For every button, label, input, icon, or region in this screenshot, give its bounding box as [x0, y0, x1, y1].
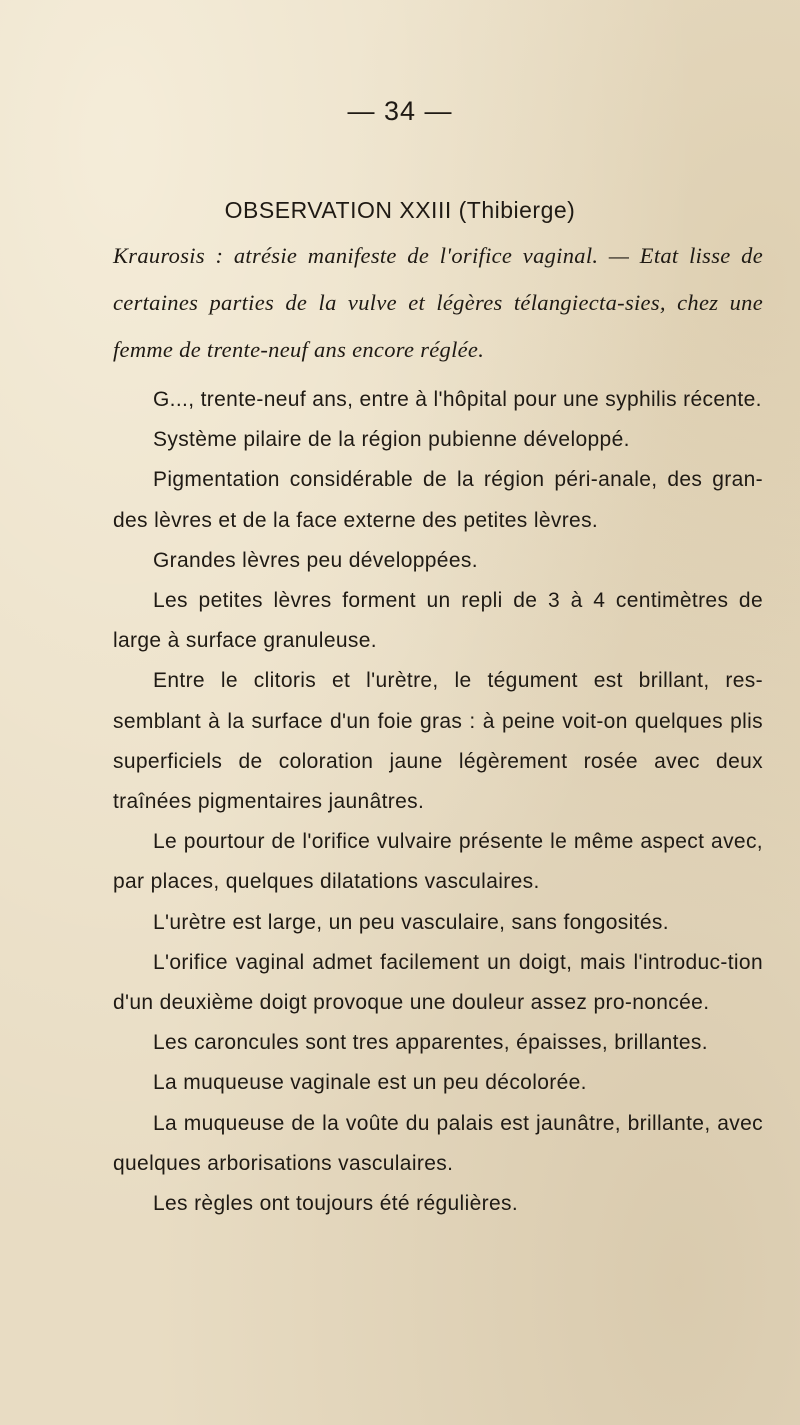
observation-body	[113, 380, 763, 1224]
paragraph: Les règles ont toujours été régulières.	[153, 1192, 519, 1216]
paragraph: Les caroncules sont tres apparentes, épaisses, brillantes.	[153, 1031, 708, 1055]
observation-title: OBSERVATION XXIII (Thibierge)	[224, 197, 576, 223]
page-number: — 34 —	[347, 96, 453, 126]
paragraph: L'orifice vaginal admet facilement un doigt, mais l'introduc-tion d'un deuxième doigt provoque une douleur assez pro-noncée.	[113, 950, 763, 1015]
paragraph: La muqueuse de la voûte du palais est jaunâtre, brillante, avec quelques arborisations vasculaires.	[113, 1111, 763, 1175]
paragraph: Entre le clitoris et l'urètre, le tégument est brillant, res-semblant à la surface d'un foie gras : à peine voit-on quelques plis superficiels de coloration jaune légèrement rosée avec deux traînées pigmentaires jaunâtres.	[113, 669, 763, 814]
paragraph: Pigmentation considérable de la région péri-anale, des gran-des lèvres et de la face externe des petites lèvres.	[113, 468, 763, 532]
paragraph: L'urètre est large, un peu vasculaire, sans fongosités.	[153, 910, 669, 934]
observation-summary: Kraurosis : atrésie manifeste de l'orifice vaginal. — Etat lisse de certaines parties de la vulve et légères télangiecta-sies, chez une femme de trente-neuf ans encore réglée.	[113, 243, 763, 362]
paragraph: Les petites lèvres forment un repli de 3 à 4 centimètres de large à surface granuleuse.	[113, 589, 763, 653]
paragraph: Système pilaire de la région pubienne développé.	[153, 428, 630, 452]
paragraph: La muqueuse vaginale est un peu décolorée.	[153, 1071, 587, 1095]
paragraph: Grandes lèvres peu développées.	[153, 548, 478, 572]
paragraph: G..., trente-neuf ans, entre à l'hôpital pour une syphilis récente.	[153, 388, 762, 411]
paragraph: Le pourtour de l'orifice vulvaire présente le même aspect avec, par places, quelques dilatations vasculaires.	[113, 830, 763, 894]
